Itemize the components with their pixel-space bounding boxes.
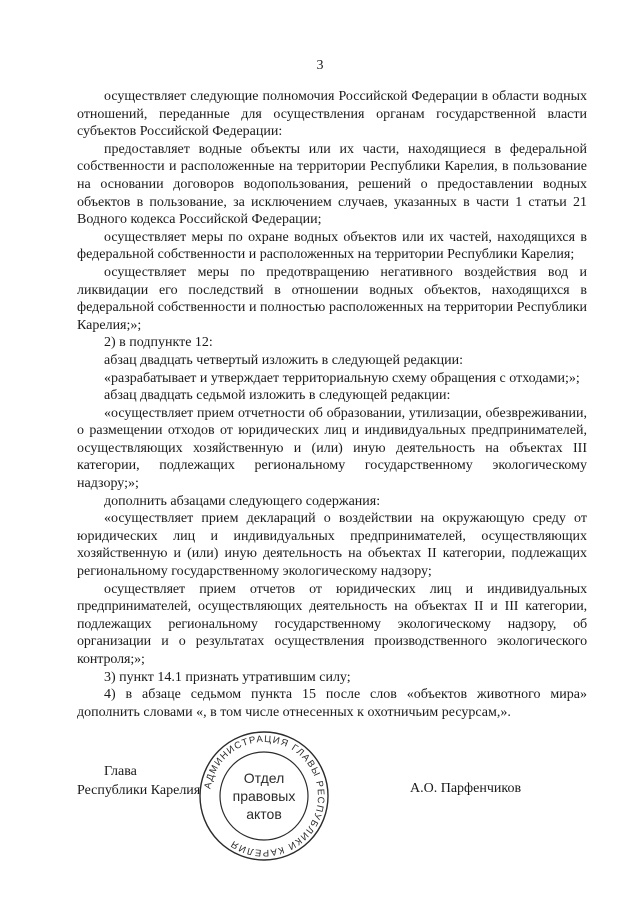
paragraph: осуществляет следующие полномочия Российской Федерации в области водных отношений, переданные для осуществления органам государственной власти субъектов Российской Федерации: <box>77 89 587 140</box>
paragraph: осуществляет меры по предотвращению негативного воздействия вод и ликвидации его последствий в отношении водных объектов, находящихся в федеральной собственности и полностью расположенных на территории Республики Карелия;»; <box>77 264 587 333</box>
paragraph: «осуществляет прием отчетности об образовании, утилизации, обезвреживании, о размещении отходов от юридических лиц и индивидуальных предпринимателей, осуществляющих хозяйственную и (или) иную деятельность на объектах III категории, подлежащих региональному государственному экологическому надзору;»; <box>77 405 587 492</box>
document-body <box>77 88 587 721</box>
paragraph: дополнить абзацами следующего содержания: <box>104 493 381 509</box>
paragraph: осуществляет прием отчетов от юридических лиц и индивидуальных предпринимателей, осуществляющих деятельность на объектах II и III категории, подлежащих региональному государственному экологическому надзору, об организации и о результатах осуществления производственного экологического контроля;»; <box>77 581 587 667</box>
stamp-center-line3: актов <box>246 806 282 822</box>
stamp-seal-graphic <box>197 729 331 863</box>
paragraph: 3) пункт 14.1 признать утратившим силу; <box>104 669 351 685</box>
paragraph: предоставляет водные объекты или их части, находящиеся в федеральной собственности и расположенные на территории Республики Карелия, в пользование на основании договоров водопользования, решений о предоставлении водных объектов в пользование, за исключением случаев, указанных в части 1 статьи 21 Водного кодекса Российской Федерации; <box>77 141 587 228</box>
signatory-name: А.О. Парфенчиков <box>410 781 522 796</box>
signatory-role-line1: Глава <box>104 764 137 779</box>
paragraph: 2) в подпункте 12: <box>104 335 213 351</box>
paragraph: осуществляет меры по охране водных объектов или их частей, находящихся в федеральной собственности и расположенных на территории Республики Карелия; <box>77 229 587 263</box>
stamp-center-line2: правовых <box>232 788 296 804</box>
stamp-ring-text: АДМИНИСТРАЦИЯ ГЛАВЫ РЕСПУБЛИКИ КАРЕЛИЯ <box>202 733 327 859</box>
stamp-seal <box>197 729 331 863</box>
paragraph: абзац двадцать седьмой изложить в следующей редакции: <box>104 388 451 404</box>
signatory-role-line2: Республики Карелия <box>77 783 201 798</box>
signatory-title <box>77 762 200 800</box>
paragraph: «разрабатывает и утверждает территориальную схему обращения с отходами;»; <box>104 370 580 386</box>
paragraph: 4) в абзаце седьмом пункта 15 после слов «объектов животного мира» дополнить словами «, в том числе отнесенных к охотничьим ресурсам,». <box>77 687 587 720</box>
paragraph: абзац двадцать четвертый изложить в следующей редакции: <box>104 352 464 368</box>
stamp-center-line1: Отдел <box>243 770 285 786</box>
page-number: 3 <box>316 58 324 73</box>
paragraph: «осуществляет прием деклараций о воздействии на окружающую среду от юридических лиц и индивидуальных предпринимателей, осуществляющих хозяйственную и (или) иную деятельность на объектах II категории, подлежащих региональному государственному экологическому надзору; <box>77 511 587 580</box>
